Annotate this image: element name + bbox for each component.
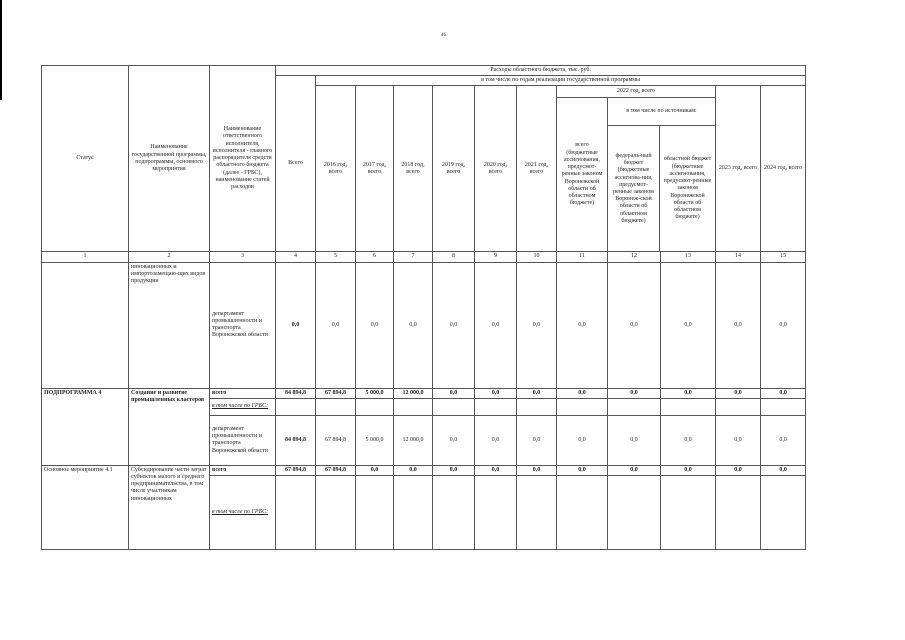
value-cell: 0,0: [557, 388, 608, 398]
status-cell: [42, 262, 129, 388]
table-row-subprogram4-total: [42, 388, 806, 398]
value-cell: 0,0: [433, 262, 475, 388]
program-name-cell: Создание и развитие промышленных кластеров: [129, 388, 210, 465]
value-cell: 0,0: [608, 415, 661, 465]
header-by-years: в том числе по годам реализации государственной программы: [316, 76, 806, 86]
header-2022: 2022 год, всего: [557, 86, 716, 98]
value-cell: 0,0: [661, 465, 716, 475]
value-cell: 0,0: [433, 465, 475, 475]
value-cell: 0,0: [433, 388, 475, 398]
value-cell: 0,0: [557, 262, 608, 388]
value-cell: 0,0: [608, 465, 661, 475]
value-cell: 0,0: [433, 415, 475, 465]
program-name-cell: инновационных и импортозамещаю-щих видов продукции: [129, 262, 210, 388]
scan-edge-mark: [0, 0, 2, 100]
value-cell: 0,0: [608, 388, 661, 398]
value-cell: 0,0: [517, 388, 557, 398]
value-cell: 0,0: [557, 415, 608, 465]
col-number: 3: [210, 252, 276, 262]
col-number: 9: [475, 252, 517, 262]
header-2024: 2024 год, всего: [761, 86, 806, 252]
header-2021: 2021 год, всего: [517, 86, 557, 252]
header-total: Всего: [276, 76, 316, 252]
col-number: 4: [276, 252, 316, 262]
value-cell: 0,0: [517, 415, 557, 465]
program-name-cell: Субсидирование части затрат субъектов малого и среднего предпринимательства, в том числе участникам инновационных: [129, 465, 210, 549]
total-label: всего: [210, 465, 276, 475]
header-2023: 2023 год, всего: [716, 86, 761, 252]
value-cell: 0,0: [475, 262, 517, 388]
value-cell: 0,0: [517, 262, 557, 388]
total-label: всего: [210, 388, 276, 398]
header-row-1: [42, 66, 806, 76]
col-number: 2: [129, 252, 210, 262]
value-cell: 0,0: [475, 415, 517, 465]
value-cell: 0,0: [608, 262, 661, 388]
header-executor: Наименование ответственного исполнителя, исполнителя - главного распорядителя средств областного бюджета (далее - ГРБС), наименование статей расходов: [210, 66, 276, 252]
value-cell: 0,0: [661, 415, 716, 465]
value-cell: 0,0: [661, 388, 716, 398]
header-2016: 2016 год, всего: [316, 86, 356, 252]
value-cell: 12 000,0: [394, 388, 433, 398]
value-cell: 0,0: [761, 388, 806, 398]
header-regional: областной бюджет (бюджетные ассигнования, предусмот-ренные законом Воронежской области об областном бюджете): [663, 156, 712, 221]
value-cell: 0,0: [475, 465, 517, 475]
header-status: Статус: [42, 66, 129, 252]
value-cell: 0,0: [557, 465, 608, 475]
header-by-sources: в том числе по источникам:: [608, 98, 715, 126]
value-cell: 0,0: [761, 415, 806, 465]
value-cell: 0,0: [716, 415, 761, 465]
value-cell: 67 894,8: [316, 465, 356, 475]
col-number: 14: [716, 252, 761, 262]
header-program-name: Наименование государственной программы, подпрограммы, основного мероприятия: [129, 66, 210, 252]
value-cell: 0,0: [276, 262, 316, 388]
col-number: 12: [608, 252, 661, 262]
header-expenses-title: Расходы областного бюджета, тыс. руб.: [276, 66, 806, 76]
value-cell: 0,0: [356, 465, 394, 475]
value-cell: 0,0: [661, 262, 716, 388]
col-number: 5: [316, 252, 356, 262]
header-2019: 2019 год, всего: [433, 86, 475, 252]
value-cell: 67 894,8: [316, 415, 356, 465]
col-number: 1: [42, 252, 129, 262]
executor-cell: департамент промышленности и транспорта Воронежской области: [210, 262, 276, 388]
value-cell: 0,0: [316, 262, 356, 388]
col-number: 11: [557, 252, 608, 262]
col-number: 7: [394, 252, 433, 262]
header-2017: 2017 год, всего: [356, 86, 394, 252]
col-number: 15: [761, 252, 806, 262]
value-cell: 0,0: [394, 262, 433, 388]
col-number: 6: [356, 252, 394, 262]
value-cell: 0,0: [356, 262, 394, 388]
header-2020: 2020 год, всего: [475, 86, 517, 252]
value-cell: 5 000,0: [356, 415, 394, 465]
grbs-label: в том числе по ГРБС:: [210, 476, 276, 550]
value-cell: 0,0: [716, 465, 761, 475]
value-cell: 0,0: [475, 388, 517, 398]
status-cell: Основное мероприятие 4.1: [42, 465, 129, 549]
value-cell: 67 894,8: [276, 465, 316, 475]
col-number: 13: [661, 252, 716, 262]
value-cell: 0,0: [716, 388, 761, 398]
value-cell: 0,0: [716, 262, 761, 388]
value-cell: 0,0: [761, 465, 806, 475]
page-number: 46: [441, 33, 446, 38]
value-cell: 84 894,8: [276, 415, 316, 465]
grbs-label: в том числе по ГРБС:: [210, 398, 276, 415]
executor-cell: департамент промышленности и транспорта Воронежской области: [210, 415, 276, 465]
header-2022-total: всего (бюджетные ассигнования, предусмот-ренные законом Воронежской области об областном бюджете): [557, 98, 608, 252]
table-row-measure41-total: [42, 465, 806, 475]
header-2018: 2018 год, всего: [394, 86, 433, 252]
value-cell: 84 894,8: [276, 388, 316, 398]
status-cell: ПОДПРОГРАММА 4: [42, 388, 129, 465]
column-number-row: [42, 252, 806, 262]
value-cell: 5 000,0: [356, 388, 394, 398]
value-cell: 0,0: [761, 262, 806, 388]
header-federal: федераль-ный бюджет (бюджетные ассигнова-ния, предусмот-ренные законом Воронеж-ской области об областном бюджете): [608, 126, 660, 251]
header-2022-sources: [608, 98, 716, 252]
value-cell: 12 000,0: [394, 415, 433, 465]
value-cell: 67 894,8: [316, 388, 356, 398]
value-cell: 0,0: [394, 465, 433, 475]
col-number: 10: [517, 252, 557, 262]
budget-table: [41, 65, 806, 550]
table-row-continuation: [42, 262, 806, 388]
value-cell: 0,0: [517, 465, 557, 475]
col-number: 8: [433, 252, 475, 262]
